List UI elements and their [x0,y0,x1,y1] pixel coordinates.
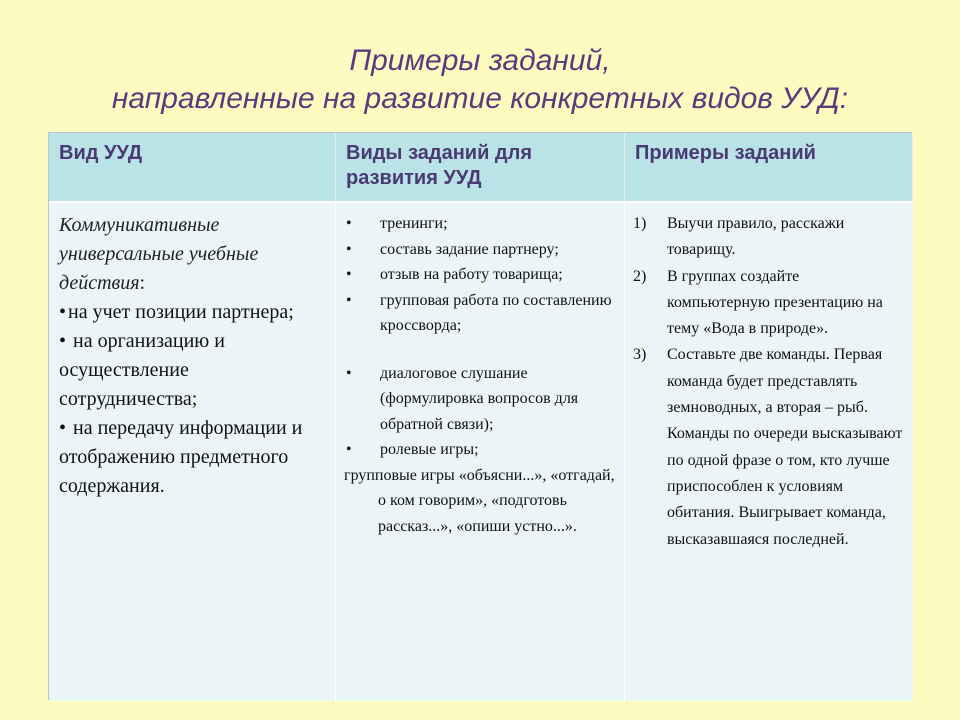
uud-lead-suffix: : [139,272,146,294]
bullet-icon: • [346,240,352,258]
example-number: 1) [633,215,647,232]
bullet-icon: • [346,441,352,458]
example-text: Составьте две команды. Первая команда будет представлять земноводных, а вторая – рыб. Команды по очереди высказывают по одной фразе о том, кто лучше приспособлен к условиям обитания. Выигрывает команда, высказавшаяся последней. [667,346,903,548]
title-line-2: направленные на развитие конкретных видов УУД: [111,82,849,115]
example-number: 3) [633,346,647,364]
uud-bullet: • на передачу информации и отображению предметного содержания. [59,414,325,501]
task-type-text: ролевые игры; [380,441,479,458]
example-text: В группах создайте компьютерную презентацию на тему «Вода в природе». [667,267,883,338]
uud-bullet: • на учет позиции партнера; [59,298,325,327]
task-type-trailing: групповые игры «объясни...», «отгадай, о ком говорим», «подготовь рассказ...», «опиши устно...». [344,466,615,535]
bullet-icon: • [346,364,352,382]
task-type-text: тренинги; [380,215,448,232]
slide-title [0,42,960,118]
task-type-item [344,288,616,339]
task-type-item [344,361,616,438]
task-type-text: составь задание партнеру; [380,240,559,258]
task-type-item [344,237,616,263]
header-task-examples: Примеры заданий [625,133,913,201]
example-number: 2) [633,267,647,285]
task-type-text: отзыв на работу товарища; [380,266,563,283]
task-type-item [344,262,616,288]
uud-lead [59,211,325,298]
uud-lead-text: Коммуникативные универсальные учебные действия [59,214,259,294]
spacer [344,339,616,361]
bullet-icon: • [346,215,352,232]
cell-uud-type [49,201,336,701]
uud-bullet: • на организацию и осуществление сотрудничества; [59,327,325,414]
tasks-table [48,132,912,700]
task-type-item [344,211,616,237]
task-type-text: диалоговое слушание (формулировка вопросов для обратной связи); [380,364,579,433]
bullet-icon: • [346,266,352,283]
title-line-1: Примеры заданий, [349,44,611,77]
example-text: Выучи правило, расскажи товарищу. [667,215,845,259]
example-item [633,211,905,264]
cell-task-types [336,201,625,701]
task-type-item [344,437,616,463]
bullet-icon: • [346,291,352,309]
example-item [633,342,905,552]
header-task-types: Виды заданий для развития УУД [336,133,625,201]
header-uud-type: Вид УУД [49,133,336,201]
task-type-text: групповая работа по составлению кроссворда; [380,291,612,334]
example-item [633,264,905,343]
cell-task-examples [625,201,913,701]
